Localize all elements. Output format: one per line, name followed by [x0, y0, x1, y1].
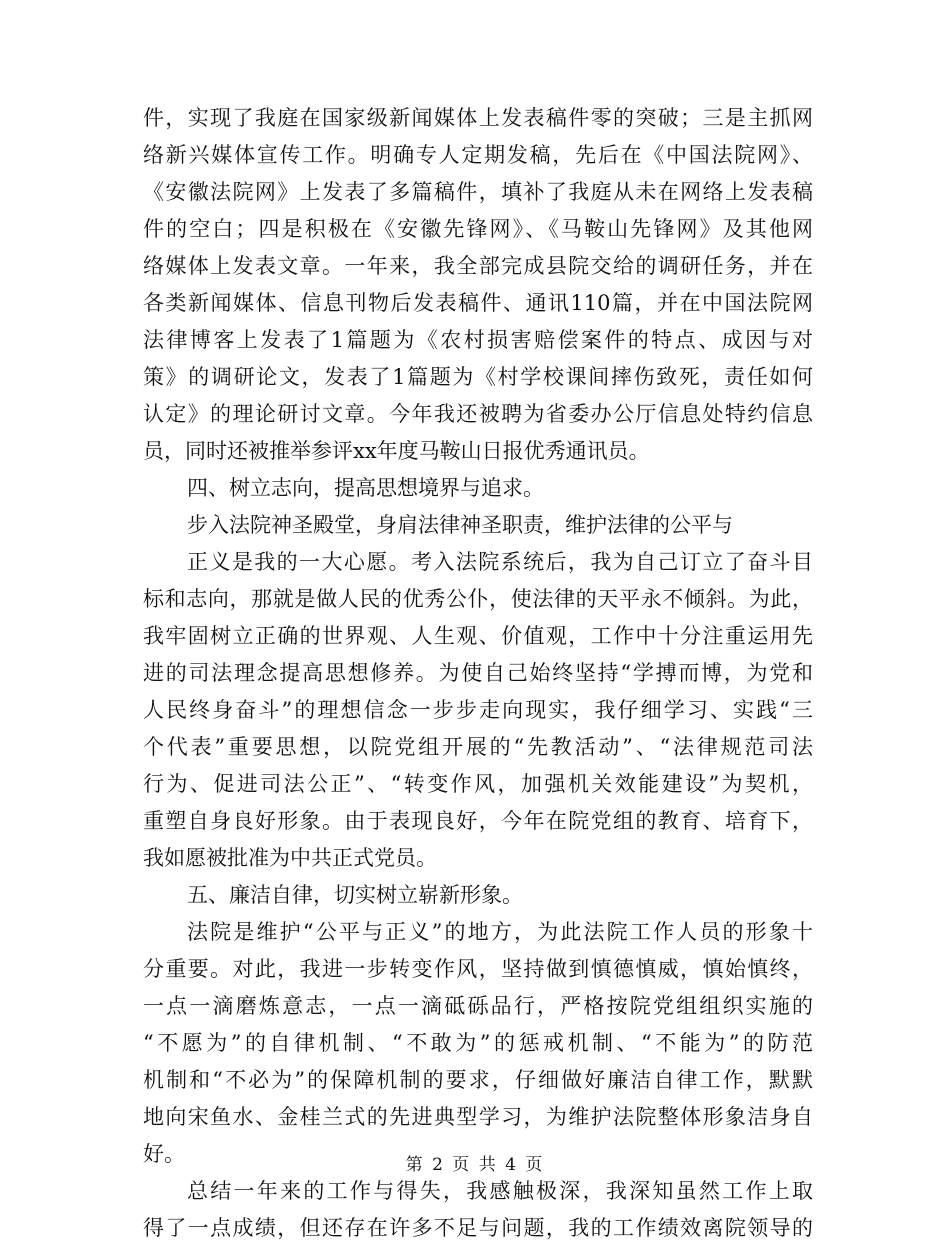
text-line: 《安徽法院网》上发表了多篇稿件，填补了我庭从未在网络上发表稿: [143, 180, 813, 204]
text-line: 个代表”重要思想，以院党组开展的“先教活动”、“法律规范司法: [143, 735, 813, 759]
text-line: 正义是我的一大心愿。考入法院系统后，我为自己订立了奋斗目: [187, 550, 813, 574]
text-line: 好。: [143, 1142, 185, 1166]
text-line: 员，同时还被推举参评xx年度马鞍山日报优秀通讯员。: [143, 439, 650, 463]
text-line: 重塑自身良好形象。由于表现良好，今年在院党组的教育、培育下，: [143, 809, 813, 833]
text-line: 各类新闻媒体、信息刊物后发表稿件、通讯110篇，并在中国法院网: [143, 291, 813, 315]
text-line: 一点一滴磨炼意志，一点一滴砥砾品行，严格按院党组组织实施的: [143, 994, 813, 1018]
text-line: 得了一点成绩，但还存在许多不足与问题，我的工作绩效离院领导的: [143, 1216, 813, 1240]
text-line: 策》的调研论文，发表了1篇题为《村学校课间摔伤致死，责任如何: [143, 365, 813, 389]
paragraph-start: 步入法院神圣殿堂，身肩法律神圣职责，维护法律的公平与: [187, 513, 733, 537]
text-line: 认定》的理论研讨文章。今年我还被聘为省委办公厅信息处特约信息: [143, 402, 813, 426]
section-heading: 五、廉洁自律，切实树立崭新形象。: [187, 883, 523, 907]
text-line: 件的空白；四是积极在《安徽先锋网》、《马鞍山先锋网》及其他网: [143, 217, 813, 241]
text-line: 我如愿被批准为中共正式党员。: [143, 846, 437, 870]
text-line: 络媒体上发表文章。一年来，我全部完成县院交给的调研任务，并在: [143, 254, 813, 278]
text-line: 法律博客上发表了1篇题为《农村损害赔偿案件的特点、成因与对: [143, 328, 813, 352]
page-number-label: 第 2 页 共 4 页: [405, 1155, 545, 1175]
paragraph-start: 法院是维护“公平与正义”的地方，为此法院工作人员的形象十: [187, 920, 813, 944]
text-line: 进的司法理念提高思想修养。为使自己始终坚持“学搏而博，为党和: [143, 661, 813, 685]
text-line: 我牢固树立正确的世界观、人生观、价值观，工作中十分注重运用先: [143, 624, 813, 648]
section-heading: 四、树立志向，提高思想境界与追求。: [187, 476, 544, 500]
text-line: “不愿为”的自律机制、“不敢为”的惩戒机制、“不能为”的防范: [143, 1031, 813, 1055]
text-line: 件，实现了我庭在国家级新闻媒体上发表稿件零的突破；三是主抓网: [143, 106, 813, 130]
document-body: [143, 100, 813, 1247]
text-line: 人民终身奋斗”的理想信念一步步走向现实，我仔细学习、实践“三: [143, 698, 813, 722]
text-line: 行为、促进司法公正”、“转变作风，加强机关效能建设”为契机，: [143, 772, 813, 796]
text-line: 地向宋鱼水、金桂兰式的先进典型学习，为维护法院整体形象洁身自: [143, 1105, 813, 1129]
text-line: 标和志向，那就是做人民的优秀公仆，使法律的天平永不倾斜。为此，: [143, 587, 813, 611]
text-line: 机制和“不必为”的保障机制的要求，仔细做好廉洁自律工作，默默: [143, 1068, 813, 1092]
paragraph-start: 总结一年来的工作与得失，我感触极深，我深知虽然工作上取: [187, 1179, 813, 1203]
text-line: 分重要。对此，我进一步转变作风，坚持做到慎德慎威，慎始慎终，: [143, 957, 813, 981]
text-line: 络新兴媒体宣传工作。明确专人定期发稿，先后在《中国法院网》、: [143, 143, 813, 167]
page-footer: [0, 1150, 950, 1175]
